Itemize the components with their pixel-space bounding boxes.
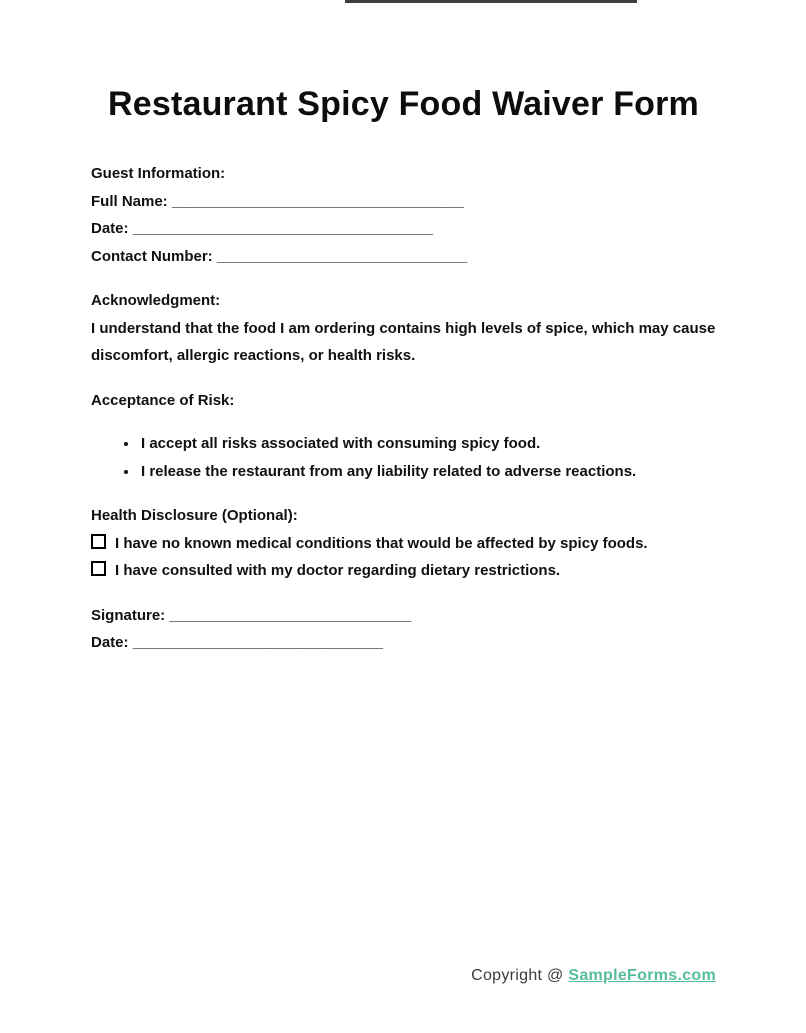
- contact-number-label: Contact Number:: [91, 247, 213, 265]
- checkbox-icon: [91, 561, 106, 576]
- top-edge-bar: [345, 0, 637, 3]
- signature-section: [91, 602, 716, 657]
- health-disclosure-section: [91, 502, 716, 585]
- date-field: [91, 215, 716, 243]
- signature-date-blank-line: ______________________________: [132, 634, 383, 651]
- signature-label: Signature:: [91, 606, 166, 624]
- footer: [471, 967, 716, 985]
- acceptance-of-risk-heading: Acceptance of Risk:: [91, 391, 235, 409]
- signature-date-field: [91, 629, 716, 657]
- acceptance-of-risk-section: [91, 387, 716, 415]
- list-item: • I release the restaurant from any liability related to adverse reactions.: [139, 458, 716, 486]
- date-blank-line: ____________________________________: [132, 220, 434, 237]
- guest-information-heading: Guest Information:: [91, 165, 226, 182]
- acknowledgment-body: I understand that the food I am ordering contains high levels of spice, which may cause discomfort, allergic reactions, or health risks.: [91, 319, 716, 364]
- guest-information-section: [91, 160, 716, 270]
- acknowledgment-heading: Acknowledgment:: [91, 292, 221, 309]
- health-disclosure-heading: Health Disclosure (Optional):: [91, 507, 298, 524]
- full-name-field: [91, 188, 716, 216]
- signature-date-label: Date:: [91, 634, 129, 651]
- signature-field: [91, 602, 716, 630]
- contact-number-field: [91, 243, 716, 271]
- page-title: Restaurant Spicy Food Waiver Form: [107, 85, 699, 123]
- checkbox-icon: [91, 534, 106, 549]
- full-name-label: Full Name:: [91, 192, 168, 210]
- full-name-blank-line: ___________________________________: [171, 192, 464, 210]
- checkbox-row: [91, 557, 716, 585]
- contact-number-blank-line: ______________________________: [216, 247, 468, 265]
- checkbox-label: I have no known medical conditions that would be affected by spicy foods.: [115, 534, 648, 552]
- signature-blank-line: _____________________________: [169, 606, 412, 624]
- checkbox-row: [91, 530, 716, 558]
- list-item: • I accept all risks associated with consuming spicy food.: [139, 430, 716, 458]
- acceptance-bullet-list: [91, 430, 716, 485]
- checkbox-label: I have consulted with my doctor regarding dietary restrictions.: [115, 562, 561, 579]
- date-label: Date:: [91, 220, 129, 237]
- acknowledgment-section: [91, 287, 716, 370]
- sampleforms-link[interactable]: SampleForms.com: [568, 967, 716, 984]
- copyright-text: Copyright @: [471, 967, 564, 984]
